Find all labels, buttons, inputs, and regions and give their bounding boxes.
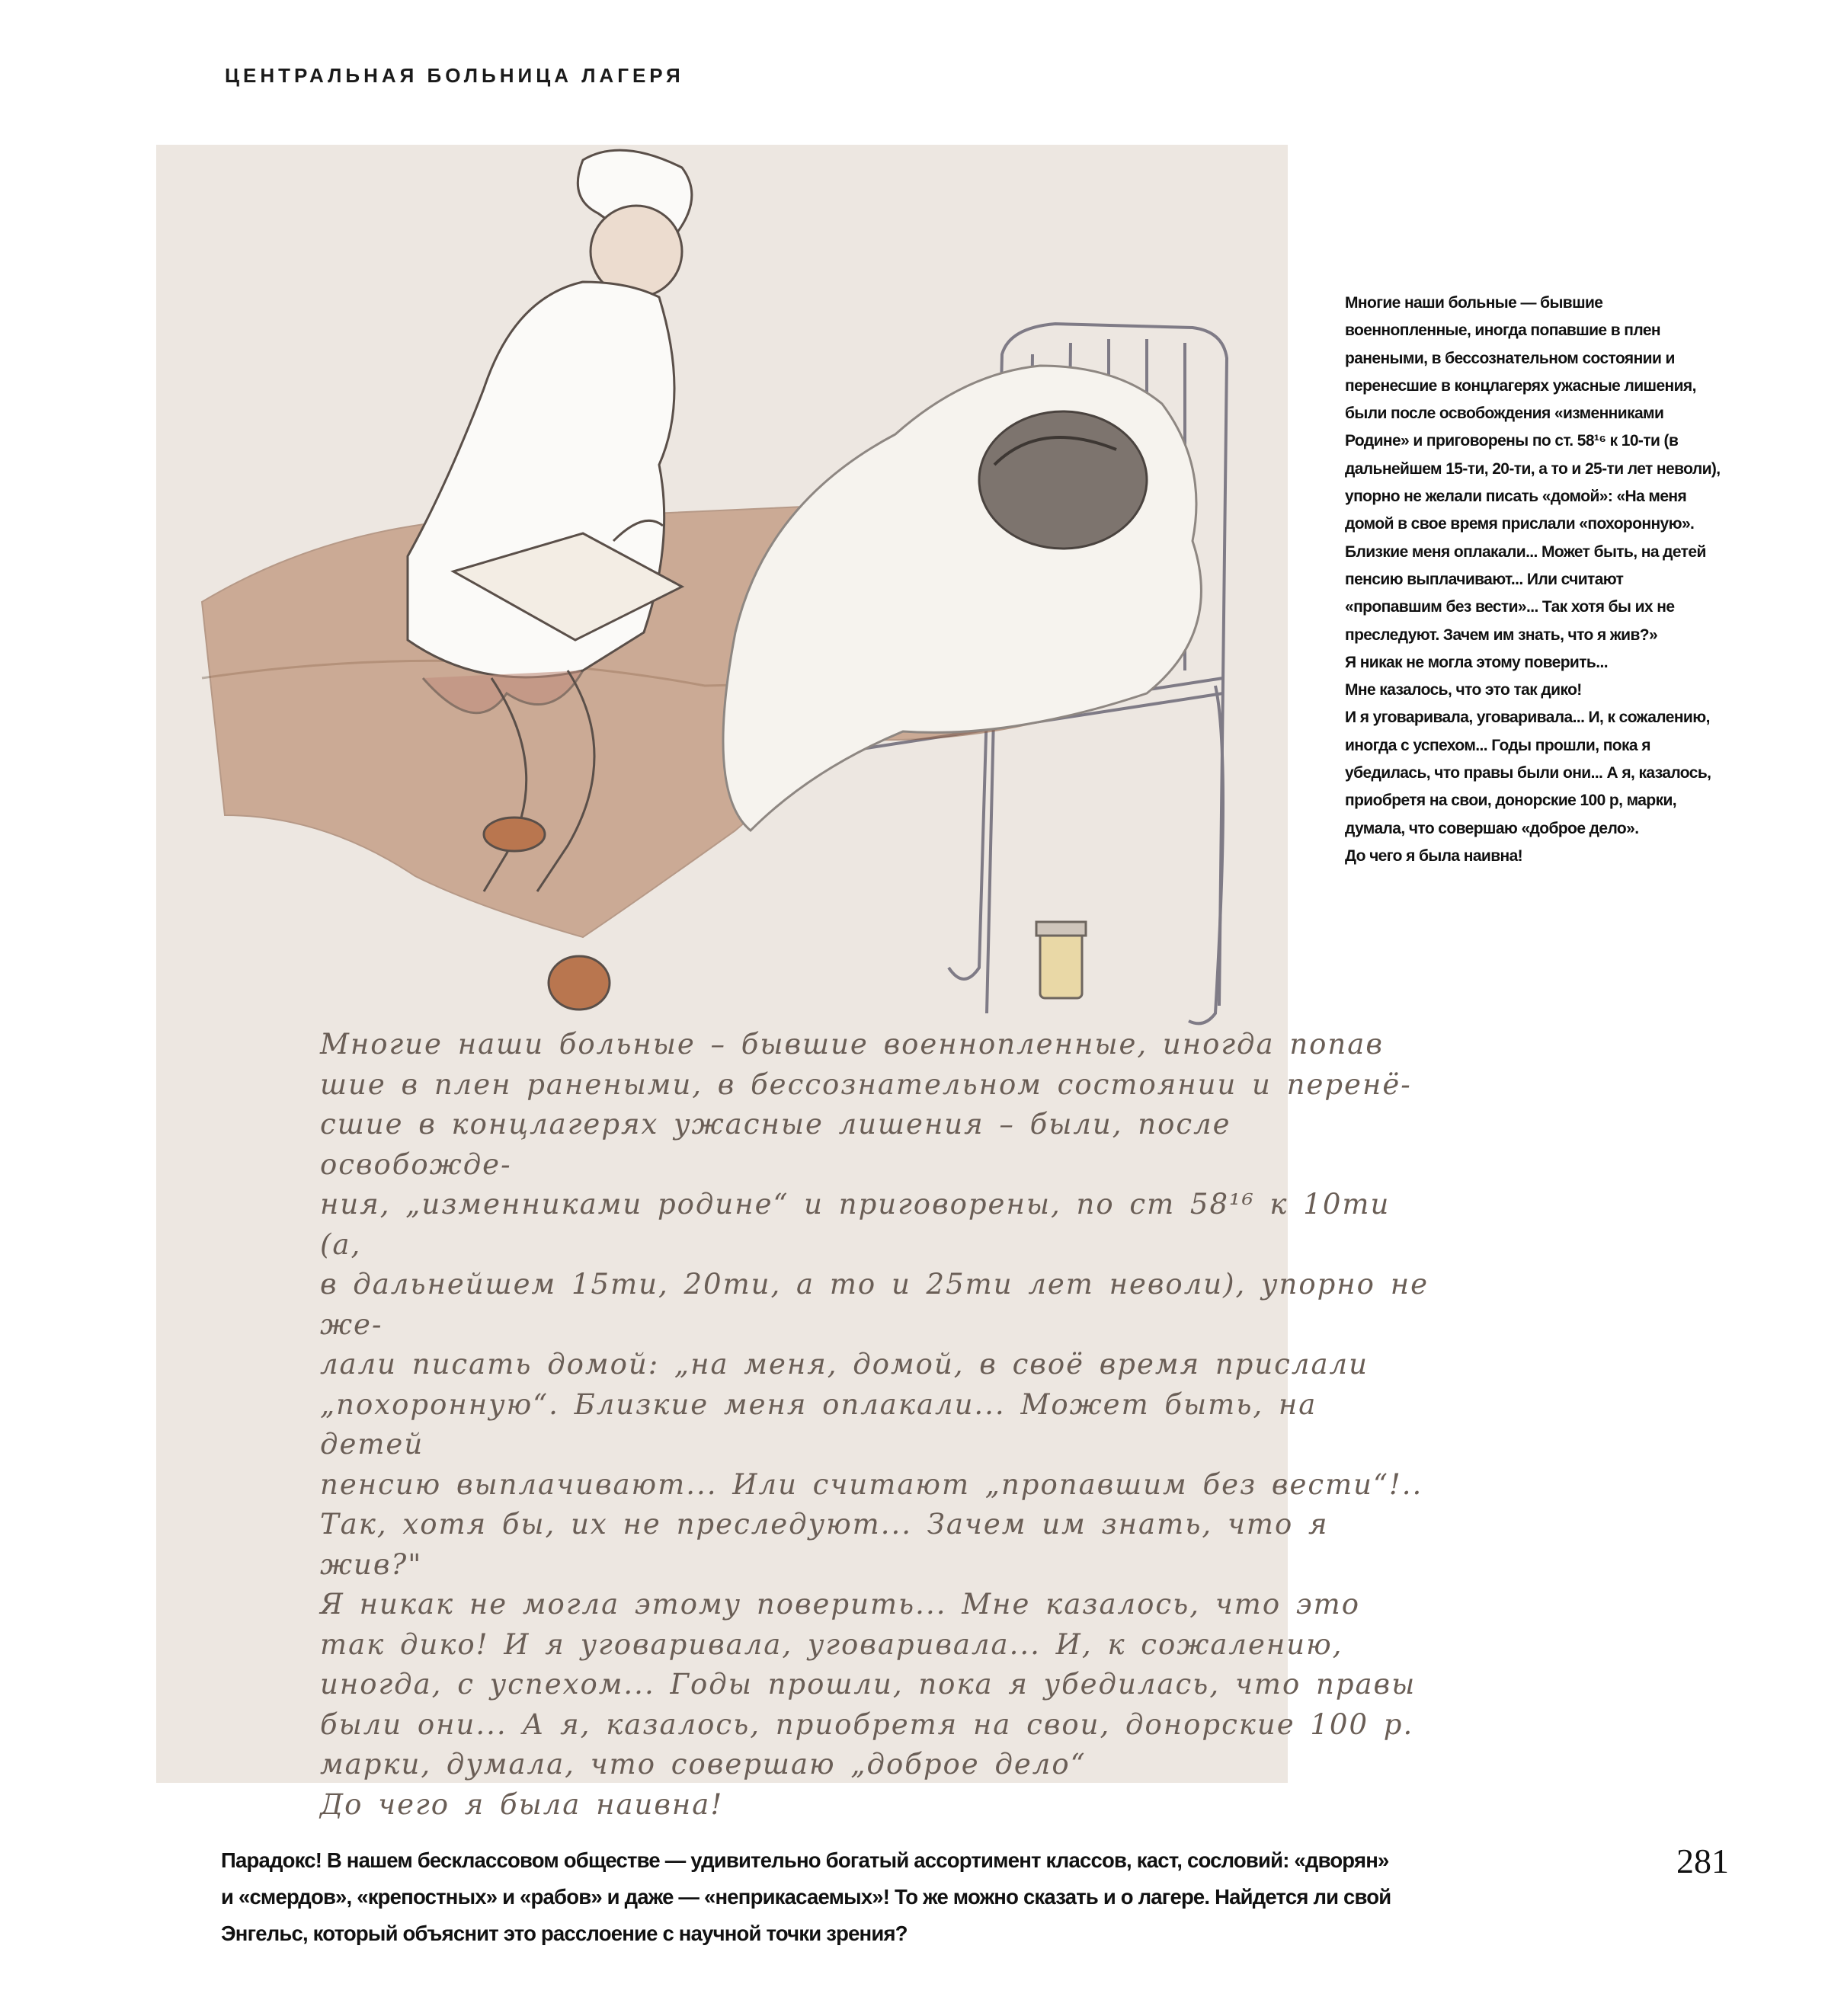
page-number: 281 [1676, 1842, 1729, 1880]
caption-line: и «смердов», «крепостных» и «рабов» и даже — «неприкасаемых»! То же можно сказать и о лагере. Найдется ли свой [221, 1885, 1391, 1909]
illustration-plate [156, 145, 1429, 1821]
sidebar-paragraph: До чего я была наивна! [1345, 846, 1523, 865]
caption-line: Энгельс, который объяснит это расслоение с научной точки зрения? [221, 1922, 908, 1945]
sidebar-paragraph: Я никак не могла этому поверить... [1345, 653, 1608, 671]
sidebar-paragraph: Многие наши больные — бывшие военнопленные, иногда попавшие в плен ранеными, в бессознательном состоянии и перенесшие в концлагерях ужасные лишения, были после освобождения «изменниками Родине» и приговорены по ст. 58¹⁶ к 10-ти (в дальнейшем 15-ти, 20-ти, а то и 25-ти лет неволи), упорно не желали писать «домой»: «На меня домой в свое время прислали «похоронную». Близкие меня оплакали... Может быть, на детей пенсию выплачивают... Или считают «пропавшим без вести»... Так хотя бы их не преследуют. Зачем им знать, что я жив?» [1345, 294, 1721, 644]
caption [221, 1842, 1516, 1952]
patient-head [979, 411, 1147, 549]
handwritten-text: Многие наши больные – бывшие военнопленные, иногда попав шие в плен ранеными, в бессознательном состоянии и перенё- сшие в концлагерях ужасные лишения – были, после освобожде- ния, „изменниками родине“ и приговорены, по ст 58¹⁶ к 10ти (а, в дальнейшем 15ти, 20ти, а то и 25ти лет неволи), упорно не же- лали писать домой: „на меня, домой, в своё время прислали „похоронную“. Близкие меня оплакали... Может быть, на детей пенсию выплачивают... Или считают „пропавшим без вести“!.. Так, хотя бы, их не преследуют... Зачем им знать, что я жив?" Я никак не могла этому поверить... Мне казалось, что это так дико! И я уговаривала, уговаривала... И, к сожалению, иногда, с успехом... Годы прошли, пока я убедилась, что правы были они... А я, казалось, приобретя на свои, донорские 100 р. марки, думала, что совершаю „доброе дело“ До чего я была наивна! [320, 1028, 1429, 1821]
sidebar-paragraph: Мне казалось, что это так дико! [1345, 681, 1582, 699]
running-head: ЦЕНТРАЛЬНАЯ БОЛЬНИЦА ЛАГЕРЯ [225, 64, 684, 87]
caption-line: Парадокс! В нашем бесклассовом обществе — удивительно богатый ассортимент классов, каст, сословий: «дворян» [221, 1848, 1389, 1872]
jar [1036, 922, 1086, 998]
sidebar-paragraph: И я уговаривала, уговаривала... И, к сожалению, иногда с успехом... Годы прошли, пока я убедилась, что правы были они... А я, казалось, приобретя на свои, донорские 100 р, марки, думала, что совершаю «доброе дело». [1345, 709, 1711, 837]
sidebar-text [1345, 290, 1722, 870]
